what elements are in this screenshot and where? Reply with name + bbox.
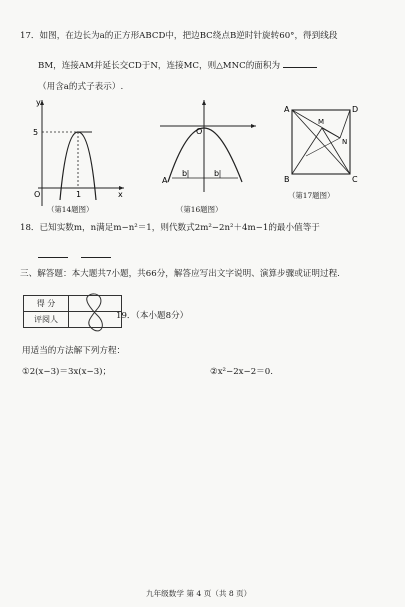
q19-equation-2: ②x²−2x−2＝0. bbox=[210, 367, 273, 377]
q18-answer-blank-1 bbox=[38, 248, 68, 258]
fig14-origin-label: O bbox=[34, 190, 41, 199]
q18-line: 18．已知实数m，n满足m−n²＝1，则代数式2m²−2n²＋4m−1的最小值等于 bbox=[20, 223, 320, 233]
q18-answer-blank-2 bbox=[81, 248, 111, 258]
fig16-caption: （第16题图） bbox=[176, 205, 223, 214]
grader-label: 评阅人 bbox=[24, 312, 69, 328]
q18-answer-line bbox=[38, 243, 111, 262]
fig17-m-label: M bbox=[318, 118, 325, 126]
q19-instruction: 用适当的方法解下列方程： bbox=[22, 346, 126, 356]
fig14-x-label: x bbox=[118, 190, 123, 199]
section3-title: 三、解答题：本大题共7小题，共66分，解答应写出文字说明、演算步骤或证明过程. bbox=[20, 269, 340, 279]
fig14-five-label: 5 bbox=[33, 128, 39, 137]
fig17-caption: （第17题图） bbox=[288, 191, 335, 200]
q17-line2-text: BM，连接AM并延长交CD于N，连接MC，则△MNC的面积为 bbox=[38, 61, 281, 71]
fig14-caption: （第14题图） bbox=[47, 205, 94, 214]
fig17-c-label: C bbox=[352, 175, 358, 184]
q17-line2 bbox=[38, 58, 317, 72]
figure-17 bbox=[282, 100, 362, 186]
q19-equation-1: ①2(x−3)＝3x(x−3)； bbox=[22, 367, 112, 377]
fig16-a-label: A bbox=[162, 176, 168, 185]
fig16-b2-label: b bbox=[214, 169, 220, 178]
figure-14 bbox=[28, 96, 128, 208]
page-footer: 九年级数学 第 4 页（共 8 页） bbox=[146, 589, 252, 598]
fig16-b1-label: b bbox=[182, 169, 188, 178]
figure-16 bbox=[158, 98, 258, 194]
fig17-n-label: N bbox=[342, 138, 348, 146]
fig14-y-label: y bbox=[36, 98, 41, 107]
q19-header: 19．（本小题8分） bbox=[116, 311, 189, 321]
fig14-one-label: 1 bbox=[76, 190, 82, 199]
q17-line1: 17．如图，在边长为a的正方形ABCD中，把边BC绕点B逆时针旋转60°，得到线段 bbox=[20, 31, 338, 41]
q17-answer-blank bbox=[283, 58, 317, 68]
score-label: 得 分 bbox=[24, 296, 69, 312]
fig16-o-label: O bbox=[196, 127, 203, 136]
handwritten-scribble bbox=[80, 290, 110, 334]
fig17-b-label: B bbox=[284, 175, 290, 184]
q17-line3: （用含a的式子表示）. bbox=[38, 82, 124, 92]
fig17-a-label: A bbox=[284, 105, 290, 114]
fig17-d-label: D bbox=[352, 105, 359, 114]
